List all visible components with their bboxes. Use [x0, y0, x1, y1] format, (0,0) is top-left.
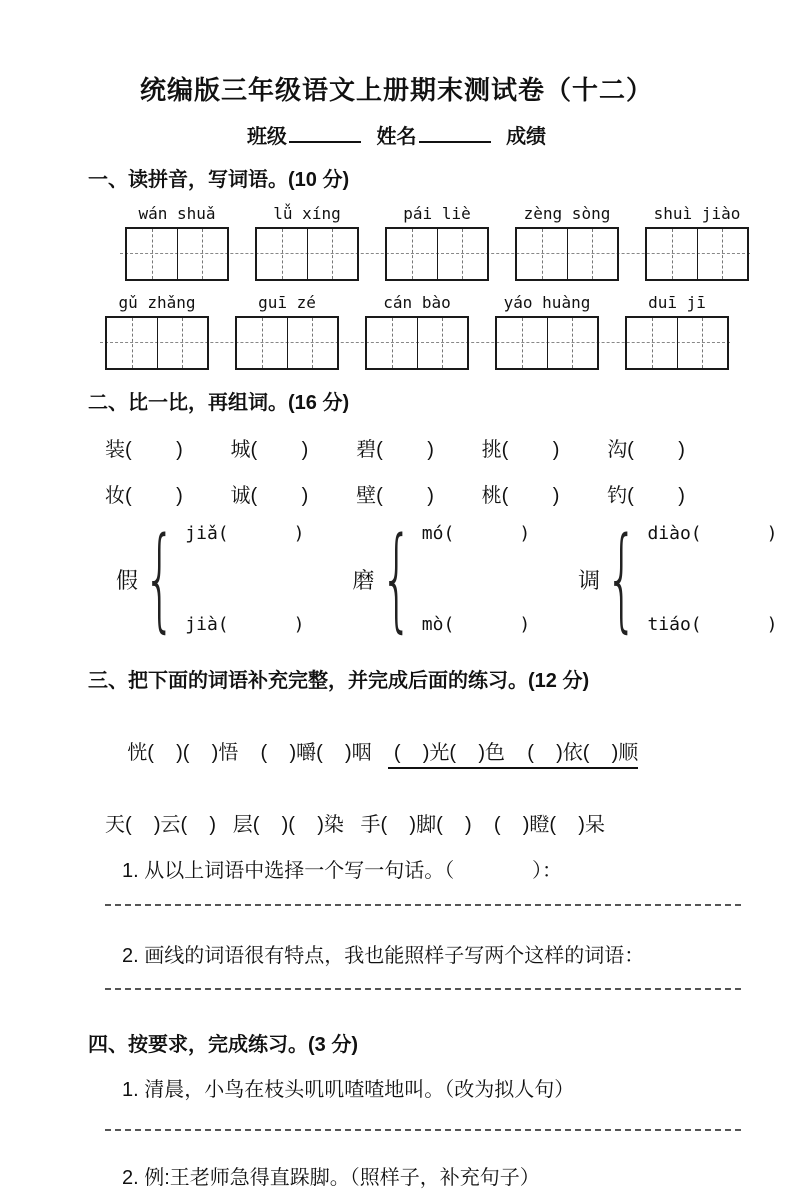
polyphone-reading-bottom: jià( ) — [185, 614, 305, 635]
section3-heading: 三、把下面的词语补充完整，并完成后面的练习。(12 分) — [88, 670, 590, 692]
writing-grid-cell — [237, 318, 287, 368]
section4-question-2: 2. 例:王老师急得直跺脚。（照样子，补充句子） — [122, 1167, 540, 1189]
compare-item: 沟( ) — [607, 439, 685, 461]
section3-question-2: 2. 画线的词语很有特点，我也能照样子写两个这样的词语： — [122, 945, 645, 967]
writing-grid-row-2 — [105, 316, 793, 370]
writing-grid-cell — [307, 229, 358, 279]
name-blank — [419, 123, 491, 143]
page-title: 统编版三年级语文上册期末测试卷（十二） — [139, 75, 653, 105]
writing-grid-box — [645, 227, 749, 281]
polyphone-char: 调 — [578, 567, 601, 593]
pinyin-label: pái liè — [403, 204, 471, 223]
writing-grid-cell — [697, 229, 748, 279]
polyphone-row — [116, 514, 793, 644]
pinyin-row-1 — [125, 204, 793, 223]
section4-heading: 四、按要求，完成练习。(3 分) — [88, 1034, 358, 1056]
score-label: 成绩 — [506, 126, 547, 148]
writing-grid-cell — [177, 229, 228, 279]
pinyin-label: cán bào — [383, 293, 451, 312]
writing-grid-cell — [157, 318, 208, 368]
writing-grid-cell — [257, 229, 307, 279]
polyphone-readings — [422, 523, 530, 635]
pinyin-label: shuì jiào — [653, 204, 741, 223]
compare-item: 碧( ) — [356, 439, 434, 461]
compare-item: 钓( ) — [607, 485, 685, 507]
polyphone-reading-top: jiǎ( ) — [185, 523, 305, 544]
writing-grid-box — [495, 316, 599, 370]
polyphone-group-jia — [116, 514, 305, 644]
polyphone-char: 假 — [116, 567, 139, 593]
class-blank — [289, 123, 361, 143]
section4-question-1: 1. 清晨，小鸟在枝头叽叽喳喳地叫。（改为拟人句） — [122, 1079, 575, 1101]
compare-item: 妆( ) — [105, 485, 183, 507]
section2-heading: 二、比一比，再组词。(16 分) — [88, 392, 350, 414]
pinyin-label: gǔ zhǎng — [118, 293, 196, 312]
writing-grid-box — [125, 227, 229, 281]
polyphone-reading-bottom: tiáo( ) — [647, 614, 778, 635]
writing-grid-cell — [387, 229, 437, 279]
writing-grid-cell — [287, 318, 338, 368]
writing-grid-cell — [517, 229, 567, 279]
section1-heading: 一、读拼音，写词语。(10 分) — [88, 169, 350, 191]
compare-item: 挑( ) — [481, 439, 560, 461]
pinyin-label: yáo huàng — [503, 293, 591, 312]
writing-grid-cell — [647, 229, 697, 279]
writing-grid-cell — [107, 318, 157, 368]
writing-grid-cell — [127, 229, 177, 279]
writing-grid-box — [515, 227, 619, 281]
pinyin-label: wán shuǎ — [138, 204, 216, 223]
writing-grid-row-1 — [125, 227, 793, 281]
polyphone-reading-top: mó( ) — [421, 523, 531, 544]
writing-grid-box — [625, 316, 729, 370]
compare-item: 桃( ) — [481, 485, 560, 507]
compare-item: 壁( ) — [356, 485, 434, 507]
writing-grid-cell — [417, 318, 468, 368]
writing-grid-box — [255, 227, 359, 281]
idiom-row-1 — [105, 713, 793, 788]
polyphone-readings — [185, 523, 304, 635]
polyphone-reading-bottom: mò( ) — [421, 614, 531, 635]
brace-icon: { — [605, 514, 638, 644]
idiom-row-1-plain: 恍( )( )悟 ( )嚼( )咽 — [127, 742, 389, 764]
polyphone-group-diao — [578, 514, 778, 644]
pinyin-label: duī jī — [648, 293, 706, 312]
pinyin-label: lǚ xíng — [273, 204, 341, 223]
polyphone-readings — [647, 523, 777, 635]
answer-line — [105, 988, 741, 990]
brace-icon: { — [380, 514, 413, 644]
writing-grid-cell — [547, 318, 598, 368]
writing-grid-cell — [437, 229, 488, 279]
writing-grid-cell — [567, 229, 618, 279]
class-label: 班级 — [246, 126, 287, 148]
compare-item: 诚( ) — [230, 485, 309, 507]
pinyin-label: zèng sòng — [523, 204, 611, 223]
name-label: 姓名 — [376, 126, 417, 148]
polyphone-char: 磨 — [352, 567, 375, 593]
compare-item: 城( ) — [230, 439, 309, 461]
writing-grid-box — [105, 316, 209, 370]
answer-line — [105, 904, 741, 906]
idiom-row-2: 天( )云( ) 层( )( )染 手( )脚( ) ( )瞪( )呆 — [105, 814, 605, 836]
compare-row-1 — [105, 433, 685, 462]
writing-grid-cell — [367, 318, 417, 368]
idiom-row-1-underlined: ( )光( )色 ( )依( )顺 — [388, 742, 638, 769]
student-info-line — [0, 120, 793, 149]
compare-row-2 — [105, 479, 685, 508]
polyphone-group-mo — [352, 514, 531, 644]
writing-grid-cell — [677, 318, 728, 368]
compare-item: 装( ) — [105, 439, 183, 461]
pinyin-row-2 — [105, 293, 793, 312]
writing-grid-box — [365, 316, 469, 370]
writing-grid-box — [385, 227, 489, 281]
writing-grid-cell — [497, 318, 547, 368]
polyphone-reading-top: diào( ) — [647, 523, 778, 544]
writing-grid-cell — [627, 318, 677, 368]
brace-icon: { — [143, 514, 176, 644]
section3-question-1: 1. 从以上词语中选择一个写一句话。（ ）： — [122, 860, 563, 882]
writing-grid-box — [235, 316, 339, 370]
answer-line — [105, 1129, 741, 1131]
pinyin-label: guī zé — [258, 293, 316, 312]
